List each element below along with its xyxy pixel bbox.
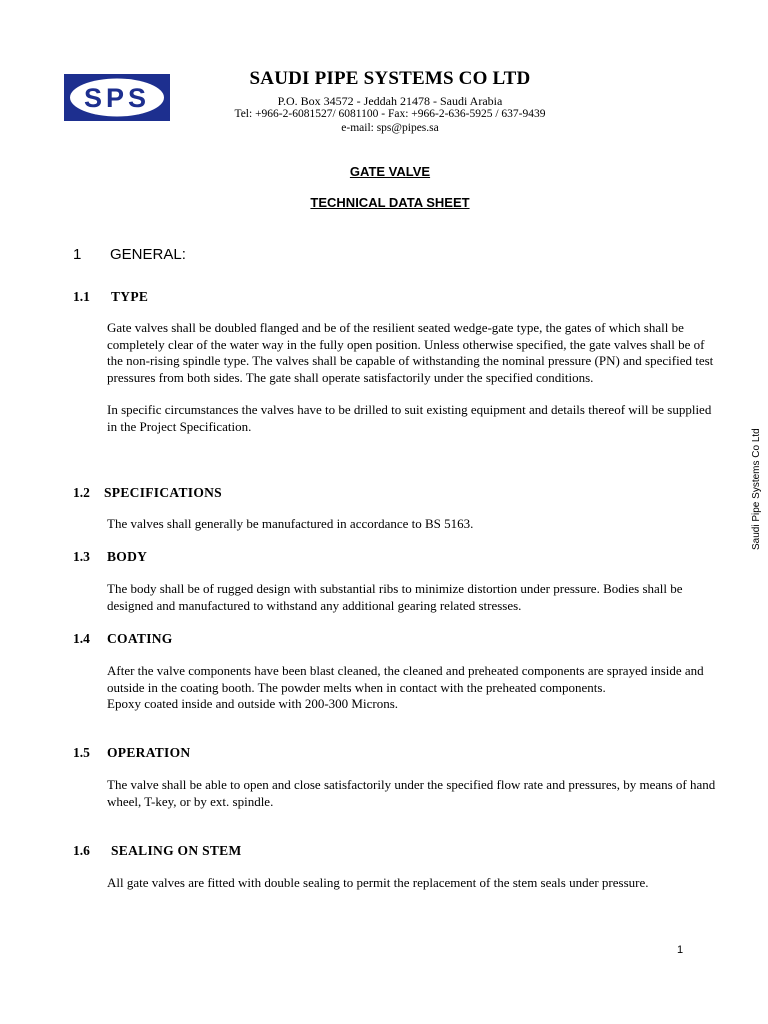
paragraph: The valves shall generally be manufactured in accordance to BS 5163. <box>107 516 474 531</box>
paragraph: After the valve components have been blast cleaned, the cleaned and preheated components are sprayed inside and outside in the coating booth. The powder melts when in contact with the preheated components. <box>107 663 704 695</box>
company-phone: Tel: +966-2-6081527/ 6081100 - Fax: +966-2-636-5925 / 637-9439 <box>234 108 546 120</box>
section-title: BODY <box>107 549 148 564</box>
section-title: COATING <box>107 631 173 646</box>
section-number: 1.5 <box>73 745 90 760</box>
section-body <box>107 875 719 892</box>
section-number: 1.6 <box>73 843 90 858</box>
company-name: SAUDI PIPE SYSTEMS CO LTD <box>249 68 531 89</box>
general-title: GENERAL: <box>110 246 186 263</box>
section-title: TYPE <box>111 289 149 304</box>
section-body <box>107 516 719 533</box>
page-number: 1 <box>677 944 684 956</box>
section-title: OPERATION <box>107 745 191 760</box>
paragraph: In specific circumstances the valves have to be drilled to suit existing equipment and details thereof will be supplied in the Project Specification. <box>107 402 712 434</box>
section-number: 1.3 <box>73 549 90 564</box>
company-address: P.O. Box 34572 - Jeddah 21478 - Saudi Arabia <box>277 94 503 108</box>
doc-subtitle: TECHNICAL DATA SHEET <box>310 195 470 210</box>
section-body <box>107 777 719 810</box>
section-number: 1.4 <box>73 631 90 646</box>
paragraph: The body shall be of rugged design with substantial ribs to minimize distortion under pressure. Bodies shall be designed and manufactured to withstand any additional gearing related stresses. <box>107 581 683 613</box>
section-body <box>107 581 719 614</box>
section-title: SPECIFICATIONS <box>104 485 222 500</box>
paragraph: Epoxy coated inside and outside with 200-300 Microns. <box>107 696 399 711</box>
paragraph: Gate valves shall be doubled flanged and be of the resilient seated wedge-gate type, the gates of which shall be completely clear of the water way in the fully open position. Unless otherwise specified, the gate valves shall be of the non-rising spindle type. The valves shall be capable of withstanding the nominal pressure (PN) and specified test pressures from both sides. The gate shall operate satisfactorily under the specified conditions. <box>107 320 714 385</box>
side-company-text: Saudi Pipe Systems Co Ltd <box>751 428 762 550</box>
doc-title: GATE VALVE <box>349 164 431 179</box>
section-title: SEALING ON STEM <box>111 843 242 858</box>
paragraph: All gate valves are fitted with double sealing to permit the replacement of the stem seals under pressure. <box>107 875 649 890</box>
general-number: 1 <box>73 246 82 263</box>
paragraph: The valve shall be able to open and close satisfactorily under the specified flow rate and pressures, by means of hand wheel, T-key, or by ext. spindle. <box>107 777 716 809</box>
logo-text: SPS <box>83 83 151 113</box>
section-number: 1.2 <box>73 485 90 500</box>
sps-logo <box>64 74 170 121</box>
section-body <box>107 663 719 713</box>
section-number: 1.1 <box>73 289 90 304</box>
company-email: e-mail: sps@pipes.sa <box>341 122 439 134</box>
section-body <box>107 320 719 435</box>
